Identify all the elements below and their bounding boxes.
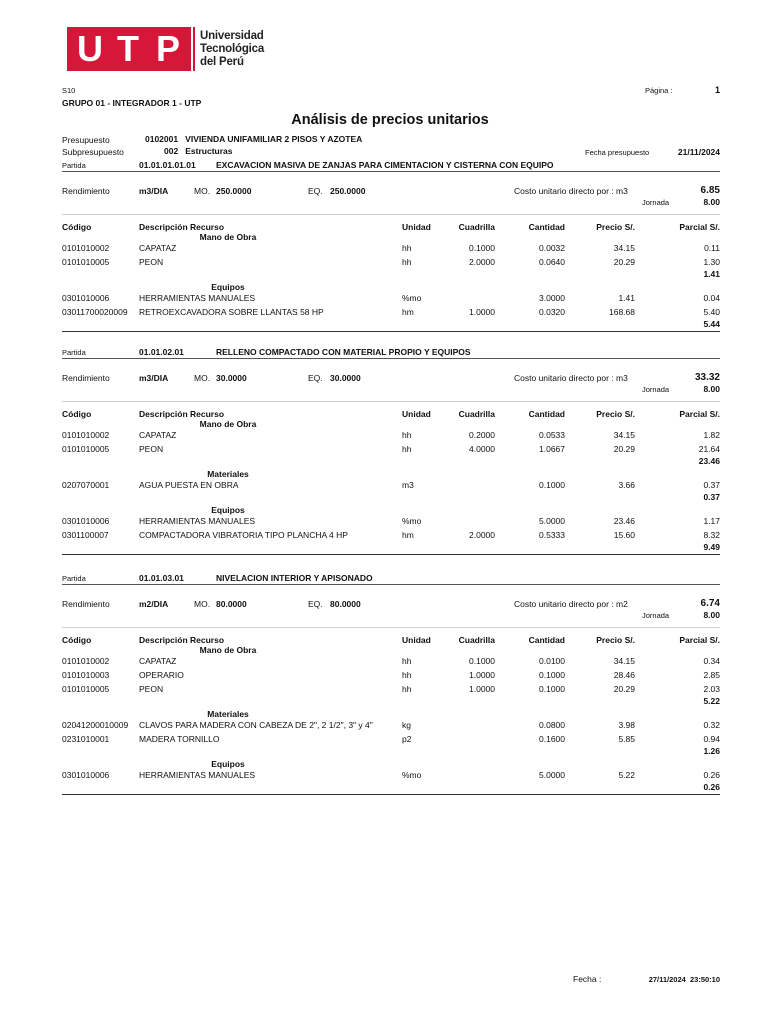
col-cuadrilla: Cuadrilla <box>458 222 495 232</box>
resource-precio: 15.60 <box>613 530 635 540</box>
resource-cantidad: 0.5333 <box>539 530 565 540</box>
resource-precio: 23.46 <box>613 516 635 526</box>
rendimiento-divider <box>62 627 720 628</box>
resource-description: AGUA PUESTA EN OBRA <box>139 480 239 490</box>
partida-title: EXCAVACION MASIVA DE ZANJAS PARA CIMENTACION Y CISTERNA CON EQUIPO <box>216 160 554 170</box>
footer-fecha-value: 27/11/2024 23:50:10 <box>648 975 720 984</box>
partida-code: 01.01.03.01 <box>139 573 184 583</box>
resource-cantidad: 0.1000 <box>539 480 565 490</box>
group-subtotal: 5.22 <box>703 696 720 706</box>
rendimiento-unit: m3/DIA <box>139 186 169 196</box>
resource-cuadrilla: 1.0000 <box>469 670 495 680</box>
resource-parcial: 0.37 <box>703 480 720 490</box>
resource-parcial: 0.11 <box>704 243 720 253</box>
logo-divider <box>193 27 195 71</box>
logo-letter-t: T <box>117 28 139 69</box>
partida-divider <box>62 584 720 585</box>
resource-code: 03011700020009 <box>62 307 128 317</box>
subpresupuesto-value: 002 Estructuras <box>164 146 233 156</box>
resource-code: 02041200010009 <box>62 720 129 730</box>
resource-parcial: 8.32 <box>703 530 720 540</box>
resource-group-title: Materiales <box>207 469 249 479</box>
jornada-value: 8.00 <box>703 384 720 394</box>
resource-parcial: 5.40 <box>703 307 720 317</box>
rendimiento-unit: m3/DIA <box>139 373 169 383</box>
fecha-presupuesto-label: Fecha presupuesto <box>585 148 650 157</box>
resource-group-title: Materiales <box>207 709 249 719</box>
resource-code: 0207070001 <box>62 480 110 490</box>
resource-cuadrilla: 0.1000 <box>469 656 495 666</box>
group-subtotal: 0.26 <box>703 782 720 792</box>
resource-unit: hh <box>402 670 412 680</box>
col-cuadrilla: Cuadrilla <box>458 635 495 645</box>
rendimiento-label: Rendimiento <box>62 373 110 383</box>
resource-precio: 3.98 <box>618 720 635 730</box>
rendimiento-unit: m2/DIA <box>139 599 169 609</box>
logo-name-line-2: Tecnológica <box>200 43 265 55</box>
resource-parcial: 2.85 <box>703 670 720 680</box>
logo-letter-p: P <box>156 28 181 69</box>
logo-name-line-1: Universidad <box>200 30 264 42</box>
resource-precio: 34.15 <box>613 243 635 253</box>
col-parcial: Parcial S/. <box>679 635 720 645</box>
col-parcial: Parcial S/. <box>679 222 720 232</box>
resource-unit: p2 <box>402 734 412 744</box>
costo-unitario-value: 6.85 <box>700 185 720 196</box>
eq-value: 80.0000 <box>330 599 361 609</box>
resource-cantidad: 0.0100 <box>539 656 565 666</box>
col-codigo: Código <box>62 409 92 419</box>
partida-code: 01.01.01.01.01 <box>139 160 196 170</box>
group-subtotal: 1.41 <box>703 269 720 279</box>
col-cuadrilla: Cuadrilla <box>458 409 495 419</box>
resource-description: PEON <box>139 684 164 694</box>
col-descripcion: Descripción Recurso <box>139 635 225 645</box>
col-precio: Precio S/. <box>596 222 635 232</box>
partida-label: Partida <box>62 161 86 170</box>
eq-label: EQ. <box>308 599 323 609</box>
eq-value: 250.0000 <box>330 186 366 196</box>
jornada-value: 8.00 <box>703 197 720 207</box>
resource-cantidad: 0.1600 <box>539 734 565 744</box>
eq-value: 30.0000 <box>330 373 361 383</box>
presupuesto-label: Presupuesto <box>62 135 110 145</box>
resource-cuadrilla: 0.2000 <box>469 430 495 440</box>
mo-label: MO. <box>194 373 211 383</box>
resource-code: 0101010003 <box>62 670 110 680</box>
mo-label: MO. <box>194 599 211 609</box>
resource-group-title: Equipos <box>211 505 245 515</box>
rendimiento-label: Rendimiento <box>62 599 110 609</box>
resource-cantidad: 0.0800 <box>539 720 565 730</box>
col-codigo: Código <box>62 222 92 232</box>
resource-precio: 34.15 <box>613 430 635 440</box>
resource-cantidad: 3.0000 <box>539 293 565 303</box>
resource-precio: 20.29 <box>613 257 635 267</box>
resource-parcial: 0.26 <box>703 770 720 780</box>
resource-unit: m3 <box>402 480 414 490</box>
resource-group-title: Mano de Obra <box>199 645 257 655</box>
resource-unit: hh <box>402 243 412 253</box>
rendimiento-label: Rendimiento <box>62 186 110 196</box>
partida-title: RELLENO COMPACTADO CON MATERIAL PROPIO Y EQUIPOS <box>216 347 471 357</box>
resource-cantidad: 0.0640 <box>539 257 565 267</box>
rendimiento-divider <box>62 401 720 402</box>
costo-unitario-label: Costo unitario directo por : m2 <box>514 599 628 609</box>
resource-precio: 1.41 <box>618 293 635 303</box>
mo-value: 250.0000 <box>216 186 252 196</box>
resource-precio: 20.29 <box>613 684 635 694</box>
resource-cantidad: 0.0032 <box>539 243 565 253</box>
resource-unit: hh <box>402 444 412 454</box>
resource-parcial: 21.64 <box>698 444 720 454</box>
resource-description: PEON <box>139 257 164 267</box>
col-descripcion: Descripción Recurso <box>139 409 225 419</box>
partida-code: 01.01.02.01 <box>139 347 184 357</box>
costo-unitario-value: 33.32 <box>694 372 720 383</box>
resource-precio: 3.66 <box>618 480 635 490</box>
resource-code: 0301010006 <box>62 770 110 780</box>
resource-unit: %mo <box>402 516 422 526</box>
resource-description: MADERA TORNILLO <box>139 734 220 744</box>
resource-cuadrilla: 1.0000 <box>469 684 495 694</box>
costo-unitario-label: Costo unitario directo por : m3 <box>514 373 628 383</box>
resource-description: HERRAMIENTAS MANUALES <box>139 516 256 526</box>
page-label: Página : <box>645 86 673 95</box>
resource-parcial: 0.32 <box>703 720 720 730</box>
costo-unitario-label: Costo unitario directo por : m3 <box>514 186 628 196</box>
costo-unitario-value: 6.74 <box>700 598 720 609</box>
group-subtotal: 5.44 <box>703 319 720 329</box>
partida-end-divider <box>62 554 720 555</box>
col-cantidad: Cantidad <box>528 635 565 645</box>
resource-group-title: Mano de Obra <box>199 232 257 242</box>
resource-description: OPERARIO <box>139 670 184 680</box>
col-cantidad: Cantidad <box>528 409 565 419</box>
eq-label: EQ. <box>308 186 323 196</box>
resource-code: 0301100007 <box>62 530 109 540</box>
resource-code: 0101010005 <box>62 257 110 267</box>
resource-cuadrilla: 4.0000 <box>469 444 495 454</box>
col-unidad: Unidad <box>402 635 431 645</box>
resource-description: COMPACTADORA VIBRATORIA TIPO PLANCHA 4 HP <box>139 530 348 540</box>
resource-precio: 5.85 <box>618 734 635 744</box>
resource-unit: kg <box>402 720 411 730</box>
resource-cuadrilla: 2.0000 <box>469 530 495 540</box>
resource-precio: 34.15 <box>613 656 635 666</box>
page-title: Análisis de precios unitarios <box>291 112 489 128</box>
resource-description: CAPATAZ <box>139 656 177 666</box>
resource-parcial: 0.94 <box>703 734 720 744</box>
resource-unit: hh <box>402 430 412 440</box>
resource-description: PEON <box>139 444 164 454</box>
partida-end-divider <box>62 794 720 795</box>
col-descripcion: Descripción Recurso <box>139 222 225 232</box>
group-subtotal: 1.26 <box>703 746 720 756</box>
group-subtotal: 0.37 <box>703 492 720 502</box>
resource-code: 0101010002 <box>62 656 110 666</box>
group-subtotal: 23.46 <box>698 456 720 466</box>
resource-code: 0301010006 <box>62 516 110 526</box>
resource-parcial: 2.03 <box>703 684 720 694</box>
mo-value: 30.0000 <box>216 373 247 383</box>
partida-label: Partida <box>62 574 86 583</box>
resource-cantidad: 1.0667 <box>539 444 565 454</box>
resource-cuadrilla: 2.0000 <box>469 257 495 267</box>
col-parcial: Parcial S/. <box>679 409 720 419</box>
partida-label: Partida <box>62 348 86 357</box>
resource-description: HERRAMIENTAS MANUALES <box>139 770 256 780</box>
col-codigo: Código <box>62 635 92 645</box>
rendimiento-divider <box>62 214 720 215</box>
utp-logo <box>67 27 191 71</box>
resource-precio: 28.46 <box>613 670 635 680</box>
resource-parcial: 1.30 <box>703 257 720 267</box>
mo-label: MO. <box>194 186 211 196</box>
resource-code: 0101010005 <box>62 444 110 454</box>
resource-precio: 20.29 <box>613 444 635 454</box>
resource-code: 0231010001 <box>62 734 110 744</box>
resource-description: RETROEXCAVADORA SOBRE LLANTAS 58 HP <box>139 307 324 317</box>
resource-code: 0101010002 <box>62 243 110 253</box>
resource-group-title: Mano de Obra <box>199 419 257 429</box>
resource-description: HERRAMIENTAS MANUALES <box>139 293 256 303</box>
subpresupuesto-label: Subpresupuesto <box>62 147 124 157</box>
report-code: S10 <box>62 86 76 95</box>
resource-cuadrilla: 1.0000 <box>469 307 495 317</box>
fecha-presupuesto-value: 21/11/2024 <box>677 147 720 157</box>
resource-unit: %mo <box>402 770 422 780</box>
resource-unit: hh <box>402 257 412 267</box>
resource-parcial: 1.82 <box>703 430 720 440</box>
partida-title: NIVELACION INTERIOR Y APISONADO <box>216 573 373 583</box>
jornada-label: Jornada <box>642 198 670 207</box>
resource-parcial: 0.04 <box>703 293 720 303</box>
resource-code: 0101010005 <box>62 684 110 694</box>
resource-cuadrilla: 0.1000 <box>469 243 495 253</box>
partida-divider <box>62 358 720 359</box>
resource-cantidad: 0.0320 <box>539 307 565 317</box>
partida-end-divider <box>62 331 720 332</box>
resource-unit: hm <box>402 307 414 317</box>
col-unidad: Unidad <box>402 222 431 232</box>
resource-unit: hh <box>402 684 412 694</box>
col-precio: Precio S/. <box>596 409 635 419</box>
resource-unit: %mo <box>402 293 422 303</box>
footer-fecha-label: Fecha : <box>573 974 602 984</box>
jornada-label: Jornada <box>642 611 670 620</box>
resource-cantidad: 5.0000 <box>539 516 565 526</box>
resource-group-title: Equipos <box>211 282 245 292</box>
logo-name-line-3: del Perú <box>200 56 244 68</box>
group-name: GRUPO 01 - INTEGRADOR 1 - UTP <box>62 98 202 108</box>
resource-cantidad: 0.1000 <box>539 684 565 694</box>
col-unidad: Unidad <box>402 409 431 419</box>
resource-description: CAPATAZ <box>139 430 177 440</box>
resource-cantidad: 0.1000 <box>539 670 565 680</box>
resource-description: CLAVOS PARA MADERA CON CABEZA DE 2", 2 1/2", 3" y 4" <box>139 720 373 730</box>
resource-parcial: 1.17 <box>703 516 720 526</box>
resource-parcial: 0.34 <box>703 656 720 666</box>
eq-label: EQ. <box>308 373 323 383</box>
resource-code: 0301010006 <box>62 293 110 303</box>
col-precio: Precio S/. <box>596 635 635 645</box>
page-number: 1 <box>714 85 720 95</box>
resource-description: CAPATAZ <box>139 243 177 253</box>
resource-precio: 5.22 <box>618 770 635 780</box>
jornada-label: Jornada <box>642 385 670 394</box>
resource-unit: hm <box>402 530 414 540</box>
resource-precio: 168.68 <box>609 307 635 317</box>
resource-group-title: Equipos <box>211 759 245 769</box>
logo-letter-u: U <box>77 28 103 69</box>
partida-divider <box>62 171 720 172</box>
presupuesto-value: 0102001 VIVIENDA UNIFAMILIAR 2 PISOS Y AZOTEA <box>145 134 363 144</box>
resource-cantidad: 0.0533 <box>539 430 565 440</box>
col-cantidad: Cantidad <box>528 222 565 232</box>
jornada-value: 8.00 <box>703 610 720 620</box>
resource-cantidad: 5.0000 <box>539 770 565 780</box>
mo-value: 80.0000 <box>216 599 247 609</box>
resource-unit: hh <box>402 656 412 666</box>
group-subtotal: 9.49 <box>703 542 720 552</box>
resource-code: 0101010002 <box>62 430 110 440</box>
